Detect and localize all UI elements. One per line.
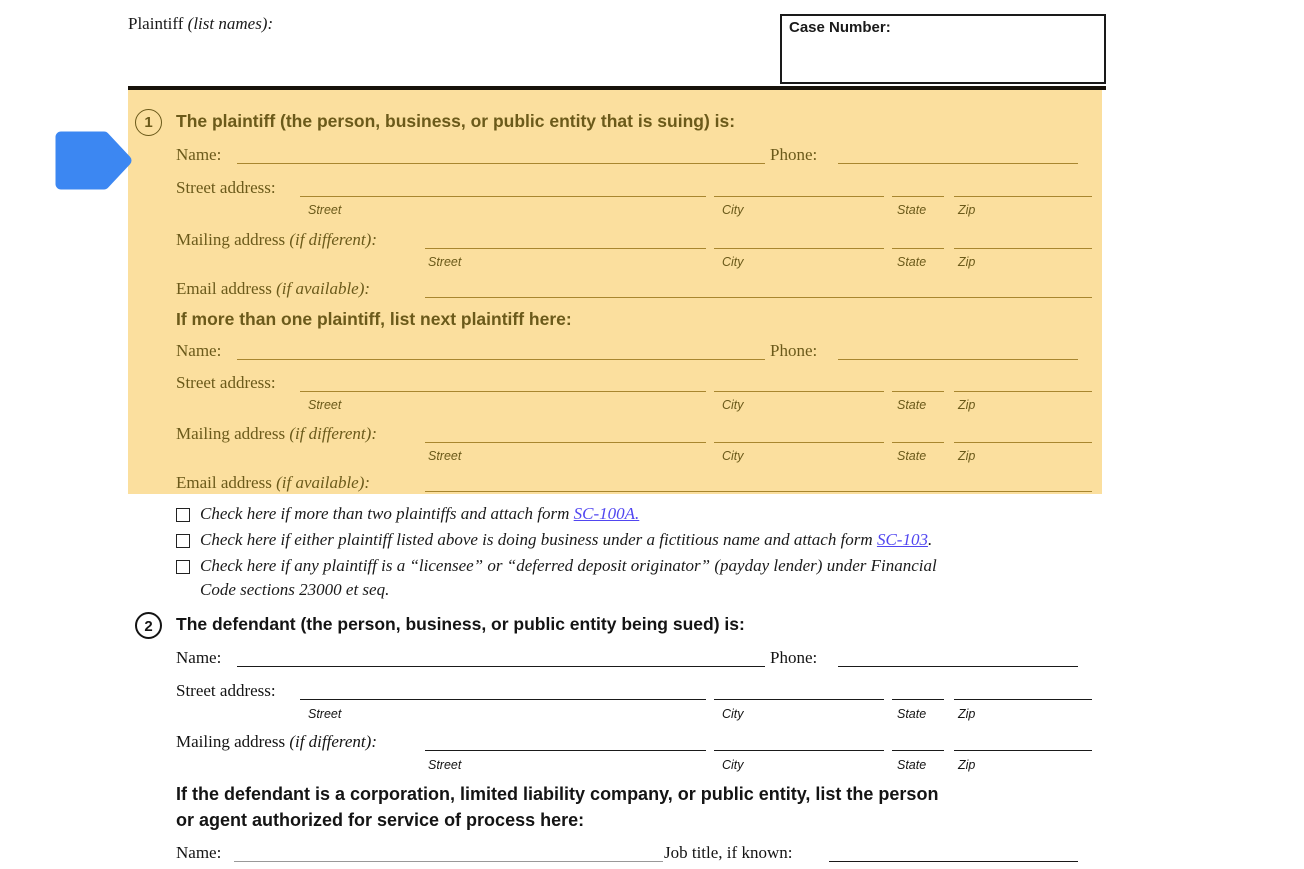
p1-street-sublabel: Street bbox=[308, 203, 342, 217]
d-phone-line[interactable] bbox=[838, 666, 1078, 667]
agent-name-line[interactable] bbox=[234, 861, 663, 862]
p2-state-sublabel: State bbox=[897, 398, 927, 412]
section-2-title: The defendant (the person, business, or public entity being sued) is: bbox=[176, 614, 745, 634]
d-street-label: Street address: bbox=[176, 681, 276, 700]
p2-mailing-label bbox=[176, 424, 377, 444]
p2-city-line[interactable] bbox=[714, 391, 884, 392]
checkbox-2-suffix: . bbox=[927, 530, 933, 549]
p2-state-line[interactable] bbox=[892, 391, 944, 392]
p2-mailing-label-text: Mailing address bbox=[176, 424, 290, 443]
d-zip-sublabel: Zip bbox=[958, 707, 976, 721]
p1-mailing-state-line[interactable] bbox=[892, 248, 944, 249]
p2-phone-label: Phone: bbox=[770, 341, 818, 360]
checkbox-fictitious-name[interactable] bbox=[176, 534, 190, 548]
agent-job-title-line[interactable] bbox=[829, 861, 1078, 862]
d-state-sublabel: State bbox=[897, 707, 927, 721]
p2-email-label-note: (if available): bbox=[276, 473, 371, 492]
p2-mailing-city-line[interactable] bbox=[714, 442, 884, 443]
p1-city-sublabel: City bbox=[722, 203, 744, 217]
d-mailing-label-text: Mailing address bbox=[176, 732, 290, 751]
p1-mailing-city-sublabel: City bbox=[722, 255, 744, 269]
d-phone-label: Phone: bbox=[770, 648, 818, 667]
d-street-line[interactable] bbox=[300, 699, 706, 700]
p2-email-line[interactable] bbox=[425, 491, 1092, 492]
d-mailing-city-line[interactable] bbox=[714, 750, 884, 751]
p1-email-label-text: Email address bbox=[176, 279, 277, 298]
second-plaintiff-title: If more than one plaintiff, list next plaintiff here: bbox=[176, 309, 572, 329]
p2-mailing-street-line[interactable] bbox=[425, 442, 706, 443]
d-street-sublabel: Street bbox=[308, 707, 342, 721]
section-1-title: The plaintiff (the person, business, or public entity that is suing) is: bbox=[176, 111, 736, 131]
p1-mailing-label bbox=[176, 230, 377, 250]
d-mailing-zip-sublabel: Zip bbox=[958, 758, 976, 772]
p1-street-line[interactable] bbox=[300, 196, 706, 197]
d-city-sublabel: City bbox=[722, 707, 744, 721]
p1-email-line[interactable] bbox=[425, 297, 1092, 298]
p2-street-sublabel: Street bbox=[308, 398, 342, 412]
p2-mailing-street-sublabel: Street bbox=[428, 449, 462, 463]
checkbox-payday-lender[interactable] bbox=[176, 560, 190, 574]
p1-street-label: Street address: bbox=[176, 178, 276, 197]
link-sc-100a[interactable]: SC-100A. bbox=[573, 504, 640, 523]
d-zip-line[interactable] bbox=[954, 699, 1092, 700]
d-mailing-zip-line[interactable] bbox=[954, 750, 1092, 751]
p2-name-label: Name: bbox=[176, 341, 222, 360]
p1-mailing-zip-sublabel: Zip bbox=[958, 255, 976, 269]
agent-job-title-label: Job title, if known: bbox=[664, 843, 793, 862]
p2-mailing-state-sublabel: State bbox=[897, 449, 927, 463]
d-mailing-street-sublabel: Street bbox=[428, 758, 462, 772]
p2-name-line[interactable] bbox=[237, 359, 765, 360]
p1-mailing-label-text: Mailing address bbox=[176, 230, 290, 249]
fill-here-arrow-icon bbox=[52, 131, 134, 190]
checkbox-1-text-body: Check here if more than two plaintiffs and attach form bbox=[200, 504, 574, 523]
p1-zip-sublabel: Zip bbox=[958, 203, 976, 217]
d-name-line[interactable] bbox=[237, 666, 765, 667]
p1-email-label bbox=[176, 279, 370, 299]
p1-mailing-city-line[interactable] bbox=[714, 248, 884, 249]
p1-mailing-street-line[interactable] bbox=[425, 248, 706, 249]
d-mailing-city-sublabel: City bbox=[722, 758, 744, 772]
p1-phone-line[interactable] bbox=[838, 163, 1078, 164]
d-name-label: Name: bbox=[176, 648, 222, 667]
d-city-line[interactable] bbox=[714, 699, 884, 700]
p1-state-line[interactable] bbox=[892, 196, 944, 197]
d-mailing-label bbox=[176, 732, 377, 752]
d-state-line[interactable] bbox=[892, 699, 944, 700]
checkbox-more-than-two-plaintiffs[interactable] bbox=[176, 508, 190, 522]
checkbox-3-text-line2: Code sections 23000 et seq. bbox=[200, 580, 390, 599]
p2-mailing-zip-line[interactable] bbox=[954, 442, 1092, 443]
link-sc-103[interactable]: SC-103 bbox=[876, 530, 928, 549]
p1-city-line[interactable] bbox=[714, 196, 884, 197]
p2-email-label-text: Email address bbox=[176, 473, 277, 492]
p2-zip-sublabel: Zip bbox=[958, 398, 976, 412]
p2-mailing-state-line[interactable] bbox=[892, 442, 944, 443]
p1-name-label: Name: bbox=[176, 145, 222, 164]
checkbox-1-text bbox=[200, 504, 639, 524]
p2-phone-line[interactable] bbox=[838, 359, 1078, 360]
p2-email-label bbox=[176, 473, 370, 493]
p1-mailing-zip-line[interactable] bbox=[954, 248, 1092, 249]
checkbox-2-text-body: Check here if either plaintiff listed above is doing business under a fictitious name and attach form bbox=[200, 530, 877, 549]
case-number-box[interactable] bbox=[780, 14, 1106, 84]
p1-email-label-note: (if available): bbox=[276, 279, 371, 298]
checkbox-2-text bbox=[200, 530, 932, 550]
plaintiff-caption bbox=[128, 14, 273, 34]
p2-zip-line[interactable] bbox=[954, 391, 1092, 392]
d-mailing-state-sublabel: State bbox=[897, 758, 927, 772]
agent-heading-line2: or agent authorized for service of process here: bbox=[176, 810, 585, 830]
p2-mailing-city-sublabel: City bbox=[722, 449, 744, 463]
p1-name-line[interactable] bbox=[237, 163, 765, 164]
p1-mailing-street-sublabel: Street bbox=[428, 255, 462, 269]
checkbox-3-text-line1: Check here if any plaintiff is a “licensee” or “deferred deposit originator” (payday lender) under Financial bbox=[200, 556, 937, 575]
p1-mailing-label-note: (if different): bbox=[289, 230, 377, 249]
p2-street-line[interactable] bbox=[300, 391, 706, 392]
case-number-label: Case Number: bbox=[789, 19, 891, 36]
plaintiff-caption-text: Plaintiff bbox=[128, 14, 188, 33]
p2-mailing-zip-sublabel: Zip bbox=[958, 449, 976, 463]
p2-street-label: Street address: bbox=[176, 373, 276, 392]
p1-state-sublabel: State bbox=[897, 203, 927, 217]
agent-heading-line1: If the defendant is a corporation, limited liability company, or public entity, list the person bbox=[176, 784, 939, 804]
p1-mailing-state-sublabel: State bbox=[897, 255, 927, 269]
plaintiff-caption-note: (list names): bbox=[187, 14, 274, 33]
agent-name-label: Name: bbox=[176, 843, 222, 862]
section-2-badge: 2 bbox=[135, 612, 162, 639]
d-mailing-street-line[interactable] bbox=[425, 750, 706, 751]
d-mailing-label-note: (if different): bbox=[289, 732, 377, 751]
p1-zip-line[interactable] bbox=[954, 196, 1092, 197]
p2-mailing-label-note: (if different): bbox=[289, 424, 377, 443]
section-1-badge: 1 bbox=[135, 109, 162, 136]
d-mailing-state-line[interactable] bbox=[892, 750, 944, 751]
p2-city-sublabel: City bbox=[722, 398, 744, 412]
p1-phone-label: Phone: bbox=[770, 145, 818, 164]
